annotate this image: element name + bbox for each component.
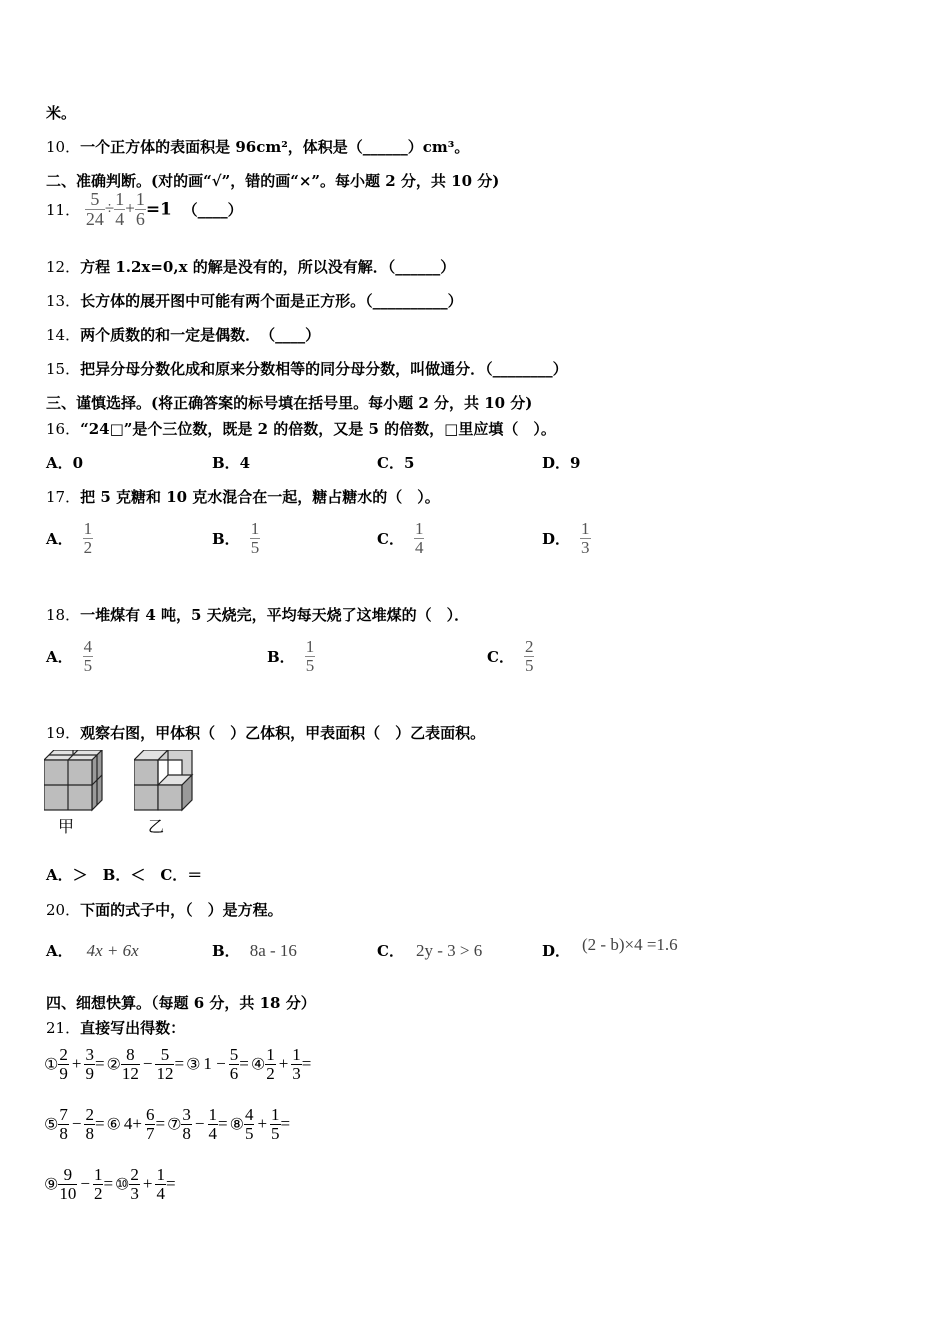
q21-operator: 1 − <box>203 1054 226 1074</box>
q19-options[interactable]: A．＞ B．＜ C．＝ <box>46 866 203 884</box>
q21-equals: = <box>94 1054 105 1074</box>
q21-item-row1-3 <box>186 1045 249 1083</box>
fraction-numerator: 1 <box>93 1165 103 1184</box>
fraction-denominator: 4 <box>208 1123 217 1143</box>
fraction-denominator: 3 <box>130 1183 139 1203</box>
fraction-denominator: 7 <box>145 1123 155 1143</box>
fraction-numerator: 5 <box>160 1045 170 1064</box>
q21-number: 21． <box>46 1019 81 1037</box>
section-3-heading: 三、谨慎选择。(将正确答案的标号填在括号里。每小题 2 分，共 10 分) <box>46 394 533 412</box>
question-15 <box>46 358 568 379</box>
q19-number: 19． <box>46 724 81 742</box>
question-20 <box>46 899 283 920</box>
q21-fraction <box>244 1106 255 1143</box>
q20-a-label: A． <box>46 942 73 960</box>
q12-text: 方程 1.2x=0,x 的解是没有的，所以没有解．（______） <box>80 258 456 276</box>
q17-a-label: A． <box>46 529 73 548</box>
q21-equals: = <box>94 1114 105 1134</box>
q17-number: 17． <box>46 488 81 506</box>
q17-a-den: 2 <box>83 537 93 557</box>
q12-number: 12． <box>46 258 81 276</box>
fraction-numerator: 1 <box>292 1045 301 1064</box>
q18-b-den: 5 <box>305 655 315 675</box>
q18-a-fraction <box>83 638 94 675</box>
q20-c-label: C． <box>377 942 404 960</box>
fraction-denominator: 2 <box>266 1063 275 1083</box>
q18-b-num: 1 <box>305 637 315 656</box>
q18-c-fraction <box>524 638 535 675</box>
q21-item-marker: ③ <box>186 1054 201 1074</box>
q17-option-b[interactable] <box>212 520 260 557</box>
q20-a-expression: 4x + 6x <box>86 941 139 960</box>
q18-number: 18． <box>46 606 81 624</box>
q20-option-d[interactable] <box>542 934 678 960</box>
q18-c-num: 2 <box>524 637 534 656</box>
fraction-numerator: 2 <box>85 1105 94 1124</box>
q21-operator: + <box>257 1114 268 1134</box>
q21-fraction <box>129 1166 140 1203</box>
q21-row-1 <box>44 1046 313 1083</box>
fraction-numerator: 1 <box>156 1165 165 1184</box>
q15-text: 把异分母分数化成和原来分数相等的同分母分数，叫做通分．（________） <box>80 360 568 378</box>
q21-equals: = <box>280 1114 291 1134</box>
q11-f2-den: 4 <box>115 208 125 229</box>
q10-text: 一个正方体的表面积是 96cm²，体积是（______）cm³。 <box>80 138 470 156</box>
cube-figure-yi <box>134 750 196 812</box>
fraction-numerator: 2 <box>130 1165 139 1184</box>
q11-f2-num: 1 <box>115 189 125 209</box>
q21-fraction <box>93 1166 104 1203</box>
fraction-denominator: 8 <box>85 1123 94 1143</box>
q21-fraction <box>291 1046 302 1083</box>
q21-item-marker: ⑧ <box>229 1114 244 1134</box>
fraction-numerator: 5 <box>229 1045 239 1064</box>
q17-b-den: 5 <box>250 537 260 557</box>
q17-option-d[interactable] <box>542 520 591 557</box>
q21-equals: = <box>301 1054 312 1074</box>
q17-c-den: 4 <box>414 537 424 557</box>
q21-fraction <box>155 1046 174 1083</box>
q21-item-row2-3 <box>167 1105 228 1143</box>
q18-a-den: 5 <box>83 655 93 675</box>
q20-b-expression: 8a - 16 <box>249 941 297 960</box>
section-4-heading: 四、细想快算。（每题 6 分，共 18 分） <box>46 994 316 1012</box>
q17-b-label: B． <box>212 529 240 548</box>
q17-d-num: 1 <box>581 519 590 538</box>
q18-c-label: C． <box>487 647 514 666</box>
q13-number: 13． <box>46 292 81 310</box>
q17-a-num: 1 <box>83 519 93 538</box>
q18-option-c[interactable] <box>487 638 534 675</box>
q21-item-row3-2 <box>115 1165 176 1203</box>
fraction-numerator: 7 <box>59 1105 68 1124</box>
q21-fraction <box>58 1106 69 1143</box>
q17-c-fraction <box>414 520 425 557</box>
q21-item-row2-2 <box>106 1105 166 1143</box>
q21-equals: = <box>174 1054 185 1074</box>
q21-equals: = <box>239 1054 249 1074</box>
q21-item-row1-2 <box>106 1045 185 1083</box>
q18-a-num: 4 <box>83 637 93 656</box>
question-10 <box>46 136 469 157</box>
q21-row-3 <box>44 1166 178 1203</box>
q18-option-a[interactable] <box>46 638 93 675</box>
fraction-numerator: 3 <box>182 1105 191 1124</box>
q21-fraction <box>208 1106 219 1143</box>
q21-operator: 4+ <box>123 1114 142 1134</box>
fraction-denominator: 9 <box>59 1063 68 1083</box>
q17-option-a[interactable] <box>46 520 93 557</box>
q21-item-marker: ⑦ <box>167 1114 182 1134</box>
question-11 <box>46 190 243 229</box>
section-2-heading: 二、准确判断。(对的画“√”，错的画“×”。每小题 2 分，共 10 分) <box>46 172 500 190</box>
q21-fraction <box>58 1166 77 1203</box>
q20-option-a[interactable] <box>46 940 139 961</box>
fraction-numerator: 8 <box>126 1045 135 1064</box>
q21-item-marker: ① <box>44 1054 59 1074</box>
q15-number: 15． <box>46 360 81 378</box>
question-17 <box>46 486 440 507</box>
fraction-denominator: 12 <box>156 1063 174 1083</box>
fraction-denominator: 12 <box>121 1063 139 1083</box>
q21-operator: − <box>142 1054 153 1074</box>
q21-fraction <box>84 1046 95 1083</box>
q11-number: 11． <box>46 200 81 219</box>
q18-b-label: B． <box>267 647 295 666</box>
fraction-numerator: 4 <box>244 1105 254 1124</box>
q16-option-b[interactable]: B．4 <box>212 454 251 472</box>
q21-item-marker: ⑥ <box>106 1114 121 1134</box>
q11-op2: + <box>125 198 135 218</box>
fraction-numerator: 1 <box>271 1105 280 1124</box>
q20-number: 20． <box>46 901 81 919</box>
q16-option-c[interactable]: C．5 <box>377 454 415 472</box>
carry-text: 米。 <box>46 104 77 122</box>
q21-equals: = <box>103 1174 114 1194</box>
q18-option-b[interactable] <box>267 638 315 675</box>
q16-text: “24□”是个三位数，既是 2 的倍数，又是 5 的倍数，□里应填（ ）。 <box>80 420 556 438</box>
q18-c-den: 5 <box>524 655 534 675</box>
fraction-numerator: 1 <box>266 1045 275 1064</box>
fraction-numerator: 2 <box>59 1045 68 1064</box>
q11-f3-den: 6 <box>135 208 145 229</box>
q21-operator: + <box>71 1054 82 1074</box>
fraction-denominator: 3 <box>292 1063 301 1083</box>
q21-item-marker: ⑨ <box>44 1174 59 1194</box>
q11-f1-num: 5 <box>90 189 100 209</box>
q21-fraction <box>181 1106 192 1143</box>
fraction-numerator: 9 <box>63 1165 73 1184</box>
q21-item-row2-1 <box>44 1105 105 1143</box>
q21-operator: + <box>142 1174 153 1194</box>
question-19 <box>46 722 485 743</box>
q11-equals: =1 <box>145 199 172 220</box>
q17-b-fraction <box>250 520 261 557</box>
q20-option-b[interactable] <box>212 940 297 961</box>
q17-text: 把 5 克糖和 10 克水混合在一起，糖占糖水的（ ）。 <box>80 488 440 506</box>
q17-option-c[interactable] <box>377 520 424 557</box>
q18-b-fraction <box>305 638 316 675</box>
q21-item-row1-1 <box>44 1045 105 1083</box>
q17-b-num: 1 <box>250 519 260 538</box>
fraction-denominator: 2 <box>93 1183 103 1203</box>
q11-blank: （____） <box>182 200 243 219</box>
q10-number: 10． <box>46 138 81 156</box>
q21-item-row1-4 <box>250 1045 312 1083</box>
q21-operator: − <box>71 1114 82 1134</box>
q20-d-expression: (2 - b)×4 =1.6 <box>582 935 678 954</box>
fraction-denominator: 6 <box>229 1063 239 1083</box>
q21-item-row2-4 <box>229 1105 291 1143</box>
cube-figure-jia <box>44 750 106 812</box>
q21-fraction <box>84 1106 95 1143</box>
fraction-denominator: 4 <box>156 1183 165 1203</box>
q17-a-fraction <box>83 520 94 557</box>
q11-fraction-1 <box>85 190 105 229</box>
q11-fraction-2 <box>114 190 125 229</box>
q21-fraction <box>121 1046 140 1083</box>
q20-c-expression: 2y - 3 > 6 <box>415 941 483 960</box>
fraction-denominator: 5 <box>244 1123 254 1143</box>
q16-option-d[interactable]: D．9 <box>542 454 581 472</box>
fraction-denominator: 5 <box>271 1123 280 1143</box>
q17-d-fraction <box>580 520 591 557</box>
q17-d-den: 3 <box>581 537 590 557</box>
q21-operator: − <box>80 1174 90 1194</box>
q19-text: 观察右图，甲体积（ ）乙体积，甲表面积（ ）乙表面积。 <box>80 724 486 742</box>
q20-option-c[interactable] <box>377 940 482 961</box>
q21-item-row3-1 <box>44 1165 114 1203</box>
q21-fraction <box>155 1166 166 1203</box>
q21-equals: = <box>155 1114 166 1134</box>
q21-equals: = <box>218 1114 228 1134</box>
question-18 <box>46 604 469 625</box>
q21-item-marker: ⑩ <box>115 1174 130 1194</box>
q21-fraction <box>270 1106 281 1143</box>
q21-fraction <box>265 1046 276 1083</box>
q21-fraction <box>145 1106 156 1143</box>
fraction-numerator: 1 <box>208 1105 217 1124</box>
q20-d-label: D． <box>542 942 571 960</box>
q16-number: 16． <box>46 420 81 438</box>
q21-operator: + <box>278 1054 289 1074</box>
q20-text: 下面的式子中，（ ）是方程。 <box>80 901 283 919</box>
fraction-denominator: 9 <box>85 1063 94 1083</box>
q21-item-marker: ④ <box>250 1054 266 1074</box>
q21-text: 直接写出得数： <box>80 1019 186 1037</box>
fraction-denominator: 8 <box>59 1123 68 1143</box>
q21-item-marker: ⑤ <box>44 1114 59 1134</box>
q20-b-label: B． <box>212 942 240 960</box>
fraction-denominator: 8 <box>182 1123 191 1143</box>
q21-fraction <box>229 1046 240 1083</box>
q18-text: 一堆煤有 4 吨，5 天烧完，平均每天烧了这堆煤的（ ）． <box>80 606 470 624</box>
q17-d-label: D． <box>542 529 571 548</box>
label-jia: 甲 <box>58 817 75 836</box>
q21-operator: − <box>194 1114 205 1134</box>
q16-option-a[interactable]: A．0 <box>46 454 84 472</box>
q21-fraction <box>58 1046 69 1083</box>
q17-c-label: C． <box>377 529 404 548</box>
q21-row-2 <box>44 1106 292 1143</box>
q11-fraction-3 <box>135 190 146 229</box>
question-16 <box>46 418 556 439</box>
q14-number: 14． <box>46 326 81 344</box>
label-yi: 乙 <box>148 817 165 836</box>
question-21 <box>46 1017 185 1038</box>
q14-text: 两个质数的和一定是偶数． （____） <box>80 326 321 344</box>
q11-f1-den: 24 <box>85 208 104 229</box>
question-13 <box>46 290 463 311</box>
q18-a-label: A． <box>46 647 73 666</box>
fraction-numerator: 6 <box>145 1105 155 1124</box>
question-12 <box>46 256 455 277</box>
q21-equals: = <box>165 1174 176 1194</box>
q17-c-num: 1 <box>414 519 424 538</box>
q11-op1: ÷ <box>104 198 115 218</box>
fraction-numerator: 3 <box>85 1045 94 1064</box>
question-14 <box>46 324 320 345</box>
fraction-denominator: 10 <box>59 1183 77 1203</box>
q13-text: 长方体的展开图中可能有两个面是正方形。（__________） <box>80 292 463 310</box>
q21-item-marker: ② <box>106 1054 121 1074</box>
q11-f3-num: 1 <box>135 189 145 209</box>
